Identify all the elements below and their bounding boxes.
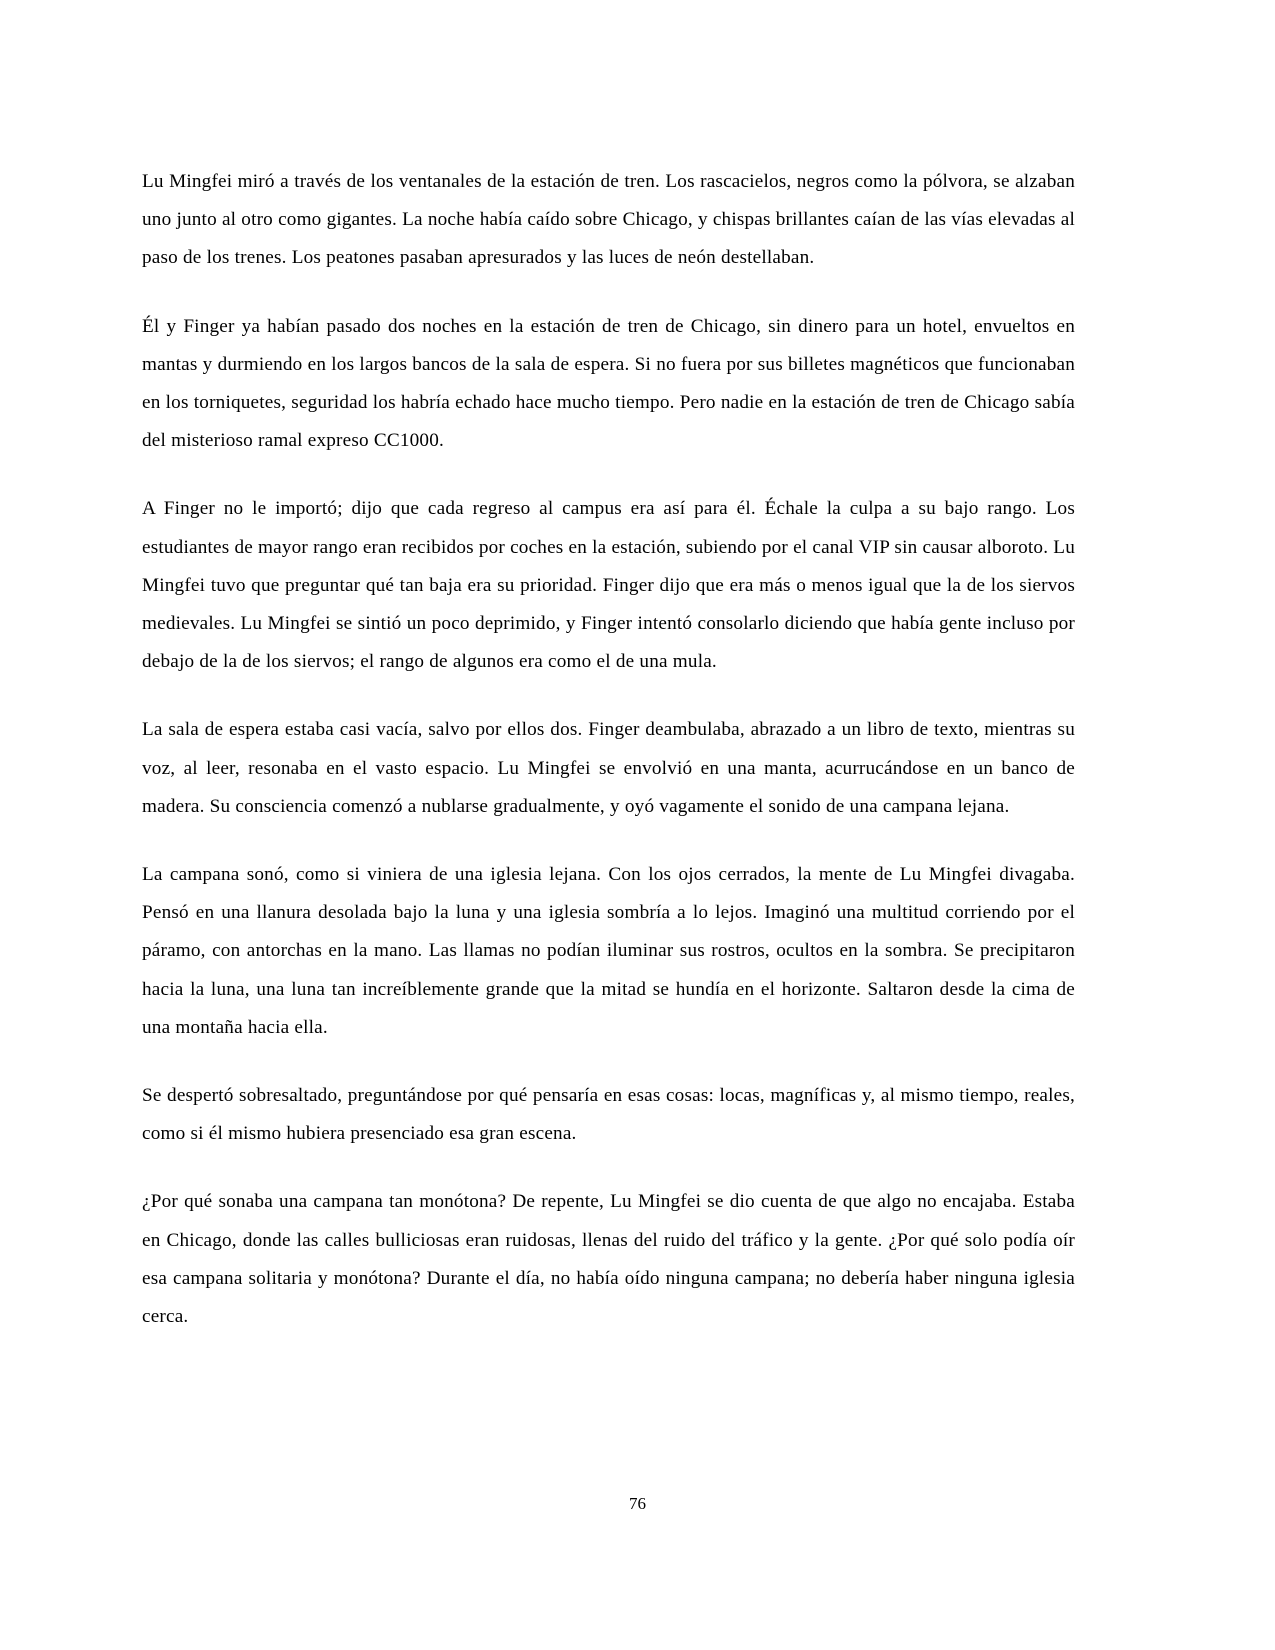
page-number: 76 — [629, 1494, 646, 1513]
paragraph: La campana sonó, como si viniera de una iglesia lejana. Con los ojos cerrados, la mente de Lu Mingfei divagaba. Pensó en una llanura desolada bajo la luna y una iglesia sombría a lo lejos. Imaginó una multitud corriendo por el páramo, con antorchas en la mano. Las llamas no podían iluminar sus rostros, ocultos en la sombra. Se precipitaron hacia la luna, una luna tan increíblemente grande que la mitad se hundía en el horizonte. Saltaron desde la cima de una montaña hacia ella. — [142, 864, 1075, 1038]
paragraph: Él y Finger ya habían pasado dos noches en la estación de tren de Chicago, sin dinero para un hotel, envueltos en mantas y durmiendo en los largos bancos de la sala de espera. Si no fuera por sus billetes magnéticos que funcionaban en los torniquetes, seguridad los habría echado hace mucho tiempo. Pero nadie en la estación de tren de Chicago sabía del misterioso ramal expreso CC1000. — [142, 315, 1075, 452]
page-body-text — [142, 163, 1075, 1336]
paragraph: A Finger no le importó; dijo que cada regreso al campus era así para él. Échale la culpa a su bajo rango. Los estudiantes de mayor rango eran recibidos por coches en la estación, subiendo por el canal VIP sin causar alboroto. Lu Mingfei tuvo que preguntar qué tan baja era su prioridad. Finger dijo que era más o menos igual que la de los siervos medievales. Lu Mingfei se sintió un poco deprimido, y Finger intentó consolarlo diciendo que había gente incluso por debajo de la de los siervos; el rango de algunos era como el de una mula. — [142, 498, 1075, 673]
paragraph: La sala de espera estaba casi vacía, salvo por ellos dos. Finger deambulaba, abrazado a un libro de texto, mientras su voz, al leer, resonaba en el vasto espacio. Lu Mingfei se envolvió en una manta, acurrucándose en un banco de madera. Su consciencia comenzó a nublarse gradualmente, y oyó vagamente el sonido de una campana lejana. — [142, 719, 1075, 817]
paragraph: Se despertó sobresaltado, preguntándose por qué pensaría en esas cosas: locas, magníficas y, al mismo tiempo, reales, como si él mismo hubiera presenciado esa gran escena. — [142, 1085, 1075, 1145]
paragraph: Lu Mingfei miró a través de los ventanales de la estación de tren. Los rascacielos, negros como la pólvora, se alzaban uno junto al otro como gigantes. La noche había caído sobre Chicago, y chispas brillantes caían de las vías elevadas al paso de los trenes. Los peatones pasaban apresurados y las luces de neón destellaban. — [142, 171, 1075, 269]
paragraph: ¿Por qué sonaba una campana tan monótona? De repente, Lu Mingfei se dio cuenta de que algo no encajaba. Estaba en Chicago, donde las calles bulliciosas eran ruidosas, llenas del ruido del tráfico y la gente. ¿Por qué solo podía oír esa campana solitaria y monótona? Durante el día, no había oído ninguna campana; no debería haber ninguna iglesia cerca. — [142, 1191, 1075, 1328]
